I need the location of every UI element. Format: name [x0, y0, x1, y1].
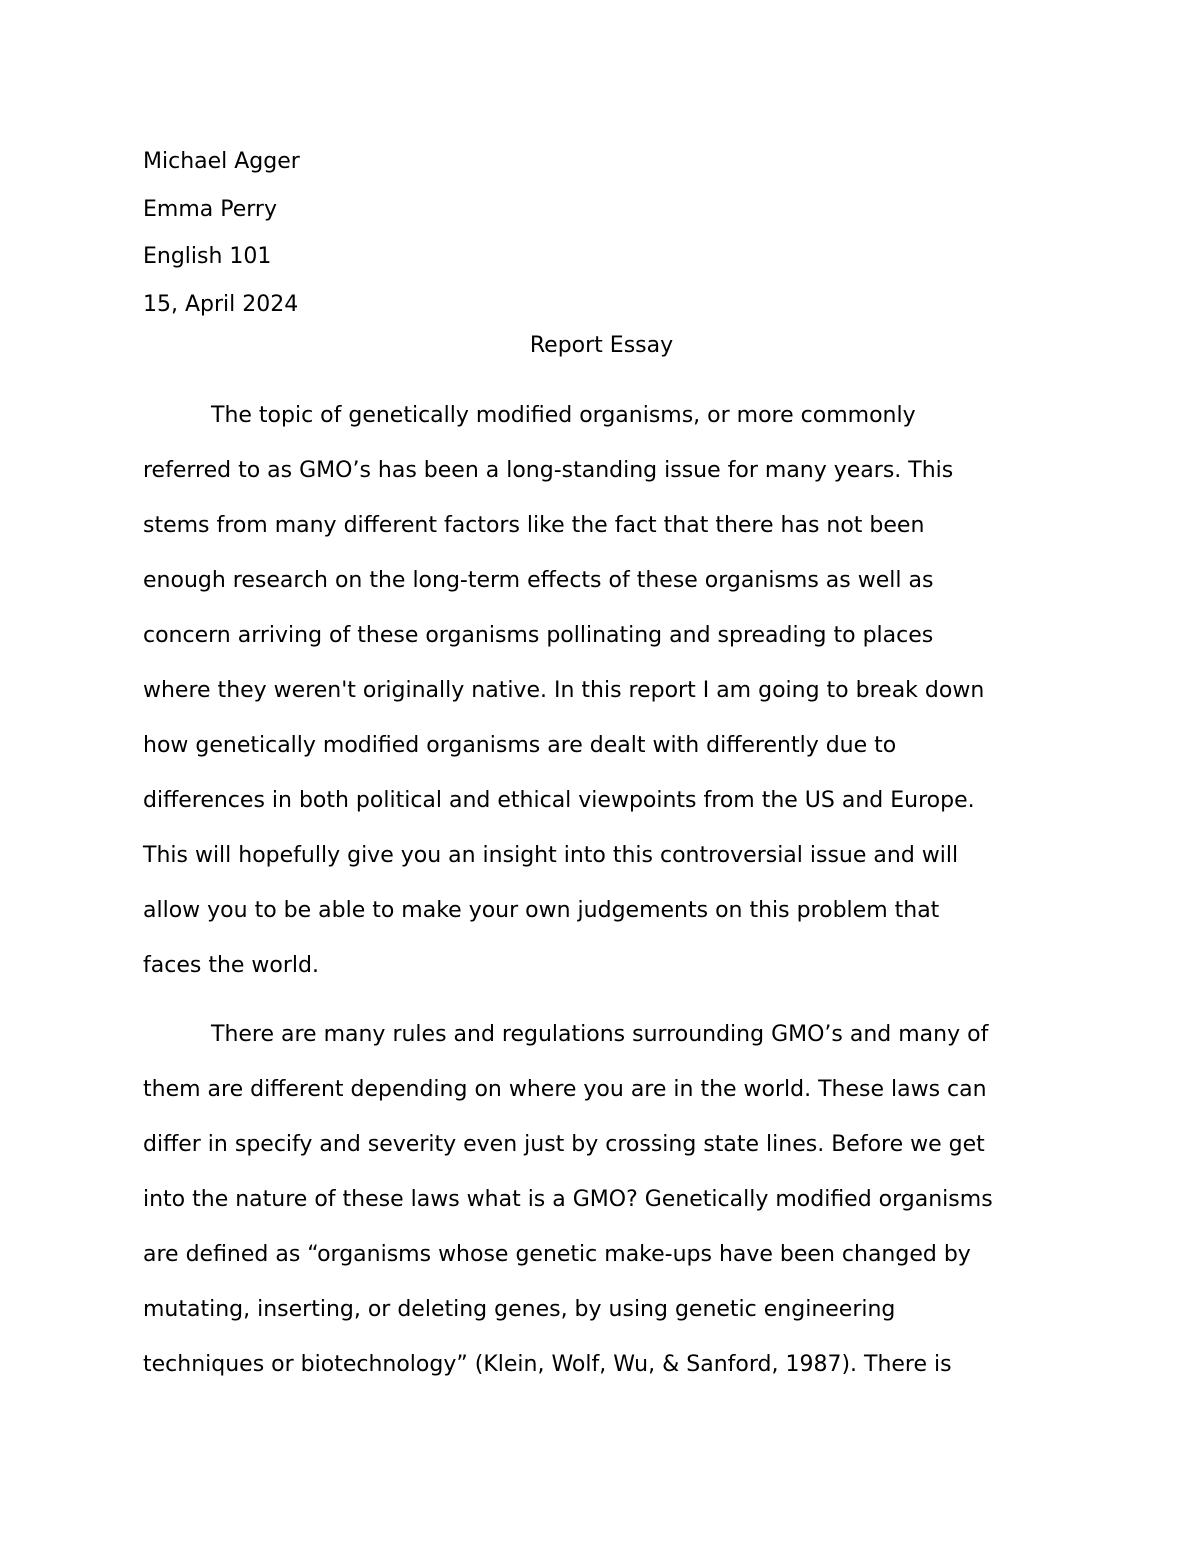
paragraph-line: differ in specify and severity even just by crossing state lines. Before we get [143, 1132, 985, 1157]
paragraph-line: referred to as GMO’s has been a long-standing issue for many years. This [143, 458, 954, 483]
body-paragraph-1 [143, 388, 1063, 993]
paragraph-line: allow you to be able to make your own judgements on this problem that [143, 898, 940, 923]
author-name: Michael Agger [143, 149, 300, 174]
paragraph-line: mutating, inserting, or deleting genes, by using genetic engineering [143, 1297, 896, 1322]
paragraph-line: into the nature of these laws what is a GMO? Genetically modified organisms [143, 1187, 993, 1212]
paragraph-line: where they weren't originally native. In this report I am going to break down [143, 678, 985, 703]
paragraph-line: techniques or biotechnology” (Klein, Wolf, Wu, & Sanford, 1987). There is [143, 1352, 952, 1377]
paragraph-line: enough research on the long-term effects of these organisms as well as [143, 568, 934, 593]
body-paragraph-2 [143, 1007, 1063, 1392]
paragraph-line: faces the world. [143, 953, 319, 978]
mla-heading [143, 138, 1063, 328]
paragraph-line: how genetically modified organisms are dealt with differently due to [143, 733, 897, 758]
paragraph-line: The topic of genetically modified organisms, or more commonly [211, 403, 916, 428]
essay-date: 15, April 2024 [143, 291, 299, 317]
course-name: English 101 [143, 244, 272, 269]
paragraph-line: concern arriving of these organisms pollinating and spreading to places [143, 623, 934, 648]
instructor-name: Emma Perry [143, 196, 277, 222]
paragraph-line: There are many rules and regulations surrounding GMO’s and many of [211, 1022, 989, 1047]
essay-title: Report Essay [529, 333, 674, 358]
paragraph-line: differences in both political and ethical viewpoints from the US and Europe. [143, 788, 975, 813]
paragraph-line: This will hopefully give you an insight into this controversial issue and will [143, 843, 959, 868]
paragraph-line: them are different depending on where you are in the world. These laws can [143, 1077, 987, 1102]
paragraph-line: are defined as “organisms whose genetic make-ups have been changed by [143, 1242, 971, 1267]
paragraph-line: stems from many different factors like the fact that there has not been [143, 513, 925, 538]
